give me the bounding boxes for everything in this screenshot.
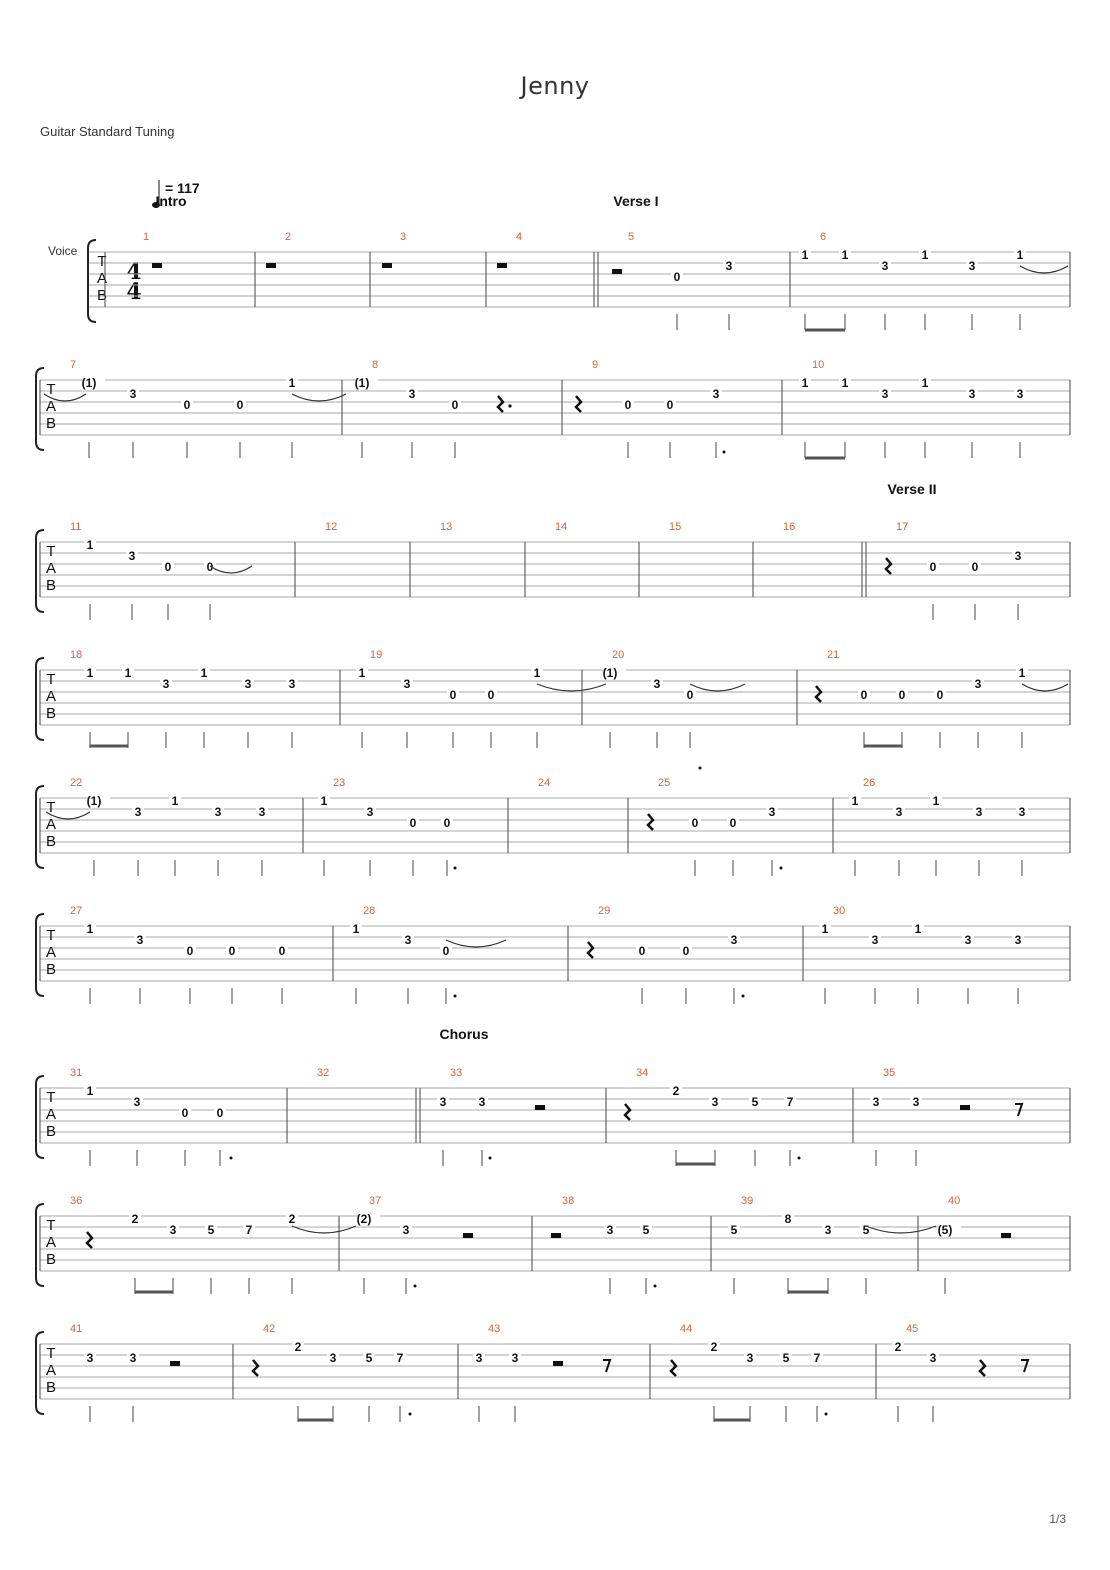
tab-clef-a: A [45, 1362, 57, 1379]
fret-number: 1 [801, 376, 809, 390]
fret-number: 3 [136, 933, 144, 947]
song-title: Jenny [520, 72, 590, 100]
measure-number: 14 [555, 521, 568, 533]
dotted-note-dot [780, 867, 783, 870]
fret-number: 1 [288, 376, 296, 390]
tab-clef-b: B [45, 415, 57, 432]
measure-number: 27 [70, 905, 83, 917]
quarter-rest [588, 942, 593, 958]
fret-number: 0 [278, 944, 286, 958]
measure-number: 19 [370, 649, 383, 661]
fret-number: 0 [691, 816, 699, 830]
tab-clef-t: T [46, 1089, 56, 1106]
measure-number: 17 [896, 521, 909, 533]
fret-number: 3 [244, 677, 252, 691]
fret-number: 1 [932, 794, 940, 808]
half-rest [170, 1361, 180, 1366]
fret-number: 0 [409, 816, 417, 830]
fret-number: 7 [813, 1351, 821, 1365]
half-rest [553, 1361, 563, 1366]
tab-clef-a: A [45, 944, 57, 961]
measure-number: 6 [820, 231, 827, 243]
tie-arc [210, 566, 252, 573]
rest-dot [508, 404, 511, 407]
fret-number: 3 [895, 805, 903, 819]
fret-number: 3 [929, 1351, 937, 1365]
fret-number: 0 [183, 398, 191, 412]
quarter-rest [576, 396, 581, 412]
fret-number: 3 [134, 805, 142, 819]
fret-number: 1 [1018, 666, 1026, 680]
half-rest [152, 263, 162, 268]
fret-number: (1) [354, 376, 370, 390]
fret-number: 0 [164, 560, 172, 574]
tab-clef-a: A [45, 688, 57, 705]
measure-number: 29 [598, 905, 611, 917]
page-number: 1/3 [1049, 1512, 1066, 1526]
quarter-rest [671, 1360, 676, 1376]
quarter-rest [625, 1104, 630, 1120]
tab-clef-b: B [96, 287, 108, 304]
measure-number: 13 [440, 521, 453, 533]
fret-number: 0 [638, 944, 646, 958]
tie-arc [292, 394, 346, 401]
fret-number: 0 [898, 688, 906, 702]
measure-number: 21 [827, 649, 840, 661]
fret-number: 5 [862, 1223, 870, 1237]
fret-number: 0 [206, 560, 214, 574]
fret-number: 1 [914, 922, 922, 936]
measure-number: 38 [562, 1195, 575, 1207]
half-rest [463, 1233, 473, 1238]
dotted-note-dot [723, 451, 726, 454]
fret-number: 3 [214, 805, 222, 819]
fret-number: 0 [971, 560, 979, 574]
half-rest [1001, 1233, 1011, 1238]
fret-number: 0 [682, 944, 690, 958]
fret-number: 0 [449, 688, 457, 702]
fret-number: 1 [821, 922, 829, 936]
tab-clef-a: A [45, 560, 57, 577]
fret-number: 3 [871, 933, 879, 947]
dotted-note-dot [742, 995, 745, 998]
measure-number: 7 [70, 359, 77, 371]
tab-clef-a: A [45, 1106, 57, 1123]
fret-number: 1 [86, 538, 94, 552]
tempo-marking: = 117 [165, 180, 200, 196]
fret-number: (1) [81, 376, 97, 390]
fret-number: 5 [365, 1351, 373, 1365]
dotted-note-dot [454, 867, 457, 870]
measure-number: 8 [372, 359, 379, 371]
fret-number: 3 [439, 1095, 447, 1109]
tab-clef-b: B [45, 577, 57, 594]
measure-number: 45 [906, 1323, 919, 1335]
fret-number: (1) [86, 794, 102, 808]
fret-number: 3 [329, 1351, 337, 1365]
measure-number: 39 [741, 1195, 754, 1207]
half-rest [960, 1105, 970, 1110]
fret-number: 0 [673, 270, 681, 284]
measure-number: 32 [317, 1067, 330, 1079]
fret-number: 5 [751, 1095, 759, 1109]
fret-number: 2 [672, 1084, 680, 1098]
measure-number: 26 [863, 777, 876, 789]
fret-number: 2 [131, 1212, 139, 1226]
fret-number: 3 [133, 1095, 141, 1109]
measure-number: 11 [70, 521, 82, 533]
fret-number: 0 [729, 816, 737, 830]
fret-number: 3 [404, 933, 412, 947]
tab-clef-a: A [45, 398, 57, 415]
measure-number: 35 [883, 1067, 896, 1079]
measure-number: 31 [70, 1067, 83, 1079]
measure-number: 36 [70, 1195, 83, 1207]
fret-number: 0 [181, 1106, 189, 1120]
measure-number: 25 [658, 777, 671, 789]
fret-number: 0 [216, 1106, 224, 1120]
fret-number: 0 [442, 944, 450, 958]
fret-number: 0 [860, 688, 868, 702]
tab-clef-a: A [45, 816, 57, 833]
measure-number: 16 [783, 521, 796, 533]
tab-clef-t: T [46, 1217, 56, 1234]
measure-number: 42 [263, 1323, 276, 1335]
measure-number: 12 [325, 521, 338, 533]
measure-number: 33 [450, 1067, 463, 1079]
fret-number: 2 [894, 1340, 902, 1354]
tab-clef-t: T [46, 927, 56, 944]
fret-number: 3 [711, 1095, 719, 1109]
fret-number: 3 [408, 387, 416, 401]
tab-clef-b: B [45, 833, 57, 850]
fret-number: 0 [936, 688, 944, 702]
fret-number: 0 [929, 560, 937, 574]
fret-number: 3 [478, 1095, 486, 1109]
fret-number: 3 [712, 387, 720, 401]
fret-number: 3 [974, 677, 982, 691]
fret-number: 3 [288, 677, 296, 691]
half-rest [497, 263, 507, 268]
measure-number: 28 [363, 905, 376, 917]
fret-number: 3 [975, 805, 983, 819]
fret-number: 3 [968, 259, 976, 273]
time-signature-bottom: 4 [126, 279, 142, 305]
fret-number: 7 [396, 1351, 404, 1365]
fret-number: 0 [686, 688, 694, 702]
fret-number: 3 [129, 1351, 137, 1365]
fret-number: 8 [784, 1212, 792, 1226]
dotted-note-dot [654, 1285, 657, 1288]
fret-number: 1 [851, 794, 859, 808]
measure-number: 23 [333, 777, 346, 789]
measure-number: 2 [285, 231, 292, 243]
section-label: Chorus [439, 1026, 489, 1042]
measure-number: 34 [636, 1067, 649, 1079]
fret-number: 3 [1014, 549, 1022, 563]
fret-number: 3 [1018, 805, 1026, 819]
tie-arc [537, 684, 606, 691]
fret-number: 1 [86, 922, 94, 936]
dotted-note-dot [414, 1285, 417, 1288]
fret-number: 1 [841, 376, 849, 390]
section-label: Verse I [613, 193, 659, 209]
fret-number: 3 [768, 805, 776, 819]
fret-number: 2 [288, 1212, 296, 1226]
fret-number: 3 [169, 1223, 177, 1237]
fret-number: 1 [921, 376, 929, 390]
half-rest [612, 269, 622, 274]
fret-number: 3 [366, 805, 374, 819]
tuning-label: Guitar Standard Tuning [40, 124, 175, 139]
tab-clef-t: T [46, 1345, 56, 1362]
fret-number: 3 [872, 1095, 880, 1109]
fret-number: 1 [86, 1084, 94, 1098]
dotted-note-dot [798, 1157, 801, 1160]
tab-clef-t: T [46, 799, 56, 816]
measure-number: 15 [669, 521, 682, 533]
dotted-note-dot [230, 1157, 233, 1160]
fret-number: 3 [86, 1351, 94, 1365]
fret-number: 3 [1016, 387, 1024, 401]
section-label: Intro [155, 193, 187, 209]
fret-number: 0 [624, 398, 632, 412]
fret-number: 3 [258, 805, 266, 819]
tie-arc [1022, 684, 1068, 691]
track-name: Voice [48, 244, 78, 258]
measure-number: 41 [70, 1323, 83, 1335]
fret-number: 7 [786, 1095, 794, 1109]
fret-number: 1 [921, 248, 929, 262]
measure-number: 3 [400, 231, 407, 243]
fret-number: 3 [746, 1351, 754, 1365]
dotted-note-dot [489, 1157, 492, 1160]
fret-number: 3 [653, 677, 661, 691]
fret-number: 3 [606, 1223, 614, 1237]
fret-number: 3 [964, 933, 972, 947]
tab-clef-a: A [96, 270, 108, 287]
dotted-note-dot [825, 1413, 828, 1416]
fret-number: 1 [841, 248, 849, 262]
half-rest [382, 263, 392, 268]
tie-arc [690, 684, 745, 691]
fret-number: 0 [236, 398, 244, 412]
half-rest [551, 1233, 561, 1238]
fret-number: 1 [1016, 248, 1024, 262]
tie-arc [446, 940, 506, 947]
measure-number: 20 [612, 649, 625, 661]
measure-number: 9 [592, 359, 599, 371]
quarter-rest [648, 814, 653, 830]
tab-clef-t: T [46, 671, 56, 688]
fret-number: 3 [725, 259, 733, 273]
fret-number: 3 [968, 387, 976, 401]
fret-number: 7 [245, 1223, 253, 1237]
fret-number: 3 [881, 259, 889, 273]
fret-number: 0 [451, 398, 459, 412]
fret-number: 3 [475, 1351, 483, 1365]
fret-number: 1 [171, 794, 179, 808]
fret-number: (1) [602, 666, 618, 680]
time-signature-top: 4 [126, 259, 142, 285]
fret-number: 0 [666, 398, 674, 412]
fret-number: 5 [782, 1351, 790, 1365]
tab-clef-t: T [46, 543, 56, 560]
section-label: Verse II [887, 481, 937, 497]
fret-number: 2 [294, 1340, 302, 1354]
fret-number: 3 [730, 933, 738, 947]
fret-number: 1 [86, 666, 94, 680]
measure-number: 37 [369, 1195, 382, 1207]
fret-number: 0 [228, 944, 236, 958]
fret-number: 1 [358, 666, 366, 680]
quarter-rest [498, 396, 503, 412]
measure-number: 24 [538, 777, 551, 789]
measure-number: 4 [516, 231, 523, 243]
fret-number: 3 [402, 1223, 410, 1237]
tab-clef-b: B [45, 1251, 57, 1268]
tab-clef-b: B [45, 1379, 57, 1396]
fret-number: 5 [207, 1223, 215, 1237]
dotted-note-dot [699, 767, 702, 770]
fret-number: 5 [642, 1223, 650, 1237]
fret-number: 3 [511, 1351, 519, 1365]
measure-number: 18 [70, 649, 83, 661]
half-rest [266, 263, 276, 268]
fret-number: 0 [443, 816, 451, 830]
fret-number: 5 [730, 1223, 738, 1237]
dotted-note-dot [454, 995, 457, 998]
fret-number: 3 [128, 549, 136, 563]
quarter-rest [253, 1360, 258, 1376]
fret-number: 3 [162, 677, 170, 691]
tab-clef-b: B [45, 705, 57, 722]
fret-number: 3 [824, 1223, 832, 1237]
dotted-note-dot [409, 1413, 412, 1416]
tie-arc [1020, 266, 1068, 273]
half-rest [535, 1105, 545, 1110]
measure-number: 44 [680, 1323, 693, 1335]
quarter-rest [87, 1232, 92, 1248]
quarter-rest [886, 558, 891, 574]
measure-number: 40 [948, 1195, 961, 1207]
fret-number: 3 [881, 387, 889, 401]
fret-number: 0 [186, 944, 194, 958]
fret-number: 3 [403, 677, 411, 691]
quarter-rest [980, 1360, 985, 1376]
fret-number: 3 [1014, 933, 1022, 947]
tab-clef-b: B [45, 1123, 57, 1140]
fret-number: 1 [124, 666, 132, 680]
fret-number: 3 [912, 1095, 920, 1109]
measure-number: 22 [70, 777, 83, 789]
measure-number: 10 [812, 359, 825, 371]
fret-number: 0 [487, 688, 495, 702]
measure-number: 30 [833, 905, 846, 917]
fret-number: 3 [129, 387, 137, 401]
measure-number: 5 [628, 231, 635, 243]
fret-number: 1 [320, 794, 328, 808]
quarter-rest [816, 686, 821, 702]
tab-clef-t: T [97, 253, 107, 270]
measure-number: 43 [488, 1323, 501, 1335]
measure-number: 1 [143, 231, 150, 243]
fret-number: 1 [200, 666, 208, 680]
tab-clef-t: T [46, 381, 56, 398]
fret-number: 2 [710, 1340, 718, 1354]
tab-clef-a: A [45, 1234, 57, 1251]
fret-number: 1 [352, 922, 360, 936]
tab-clef-b: B [45, 961, 57, 978]
fret-number: 1 [533, 666, 541, 680]
fret-number: (5) [937, 1223, 953, 1237]
fret-number: 1 [801, 248, 809, 262]
fret-number: (2) [356, 1212, 372, 1226]
